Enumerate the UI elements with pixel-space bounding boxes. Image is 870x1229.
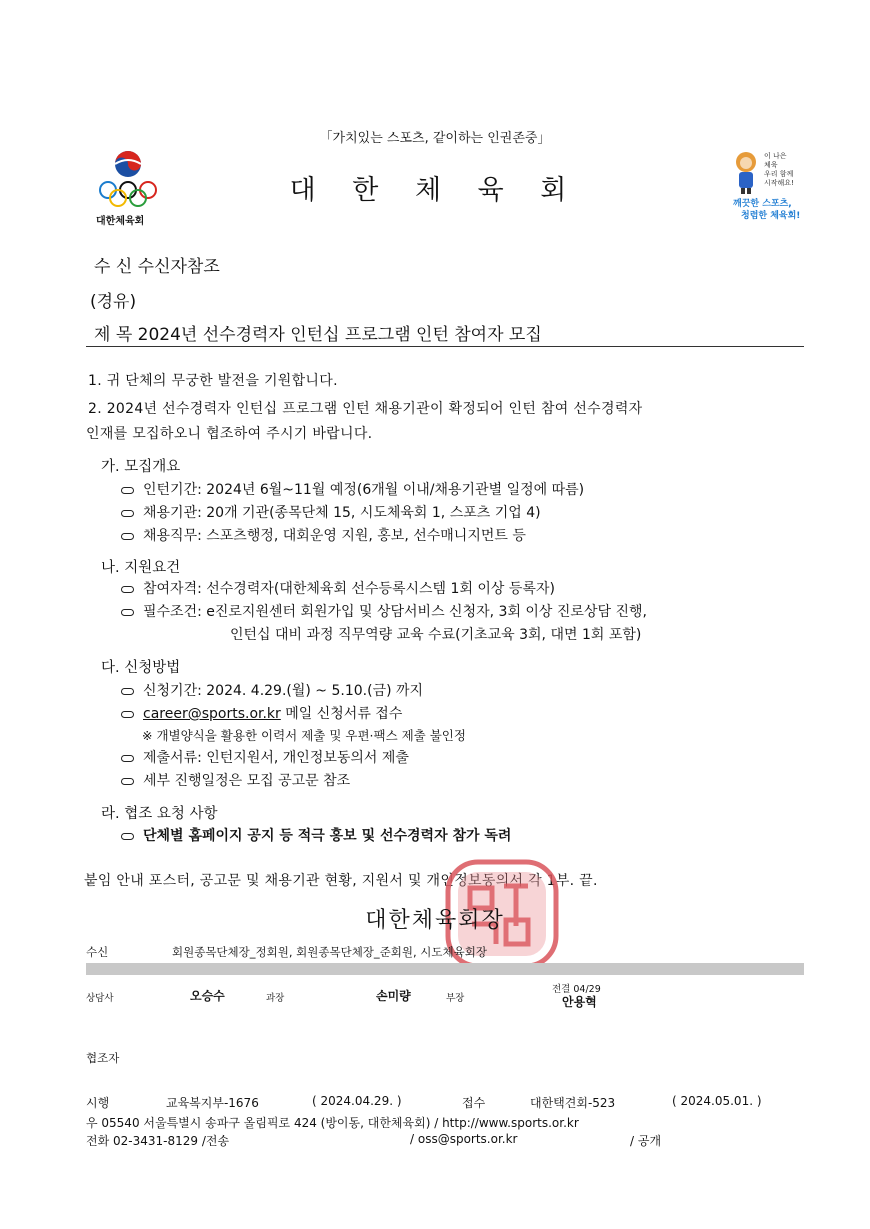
recipient-line: 수 신 수신자참조 — [94, 257, 220, 277]
via-line: (경유) — [90, 292, 137, 312]
list-item: 제출서류: 인턴지원서, 개인정보동의서 제출 — [121, 747, 409, 767]
attachment-line: 붙임 안내 포스터, 공고문 및 채용기관 현황, 지원서 및 개인정보동의서 각 1부. 끝. — [84, 873, 598, 889]
list-item: 필수조건: e진로지원센터 회원가입 및 상담서비스 신청자, 3회 이상 진로상담 진행, — [121, 601, 647, 621]
bullet-icon — [121, 778, 134, 785]
bullet-icon — [121, 533, 134, 540]
svg-text:우리 함께: 우리 함께 — [764, 170, 794, 178]
list-item: 단체별 홈페이지 공지 등 적극 홍보 및 선수경력자 참가 독려 — [121, 825, 511, 845]
list-item: 채용직무: 스포츠행정, 대회운영 지원, 홍보, 선수매니지먼트 등 — [121, 525, 526, 545]
organization-title: 대 한 체 육 회 — [289, 175, 581, 206]
svg-text:체육: 체육 — [764, 161, 778, 169]
bullet-icon — [121, 609, 134, 616]
sender-title: 대한체육회장 — [365, 908, 505, 933]
bullet-icon — [121, 755, 134, 762]
bullet-icon — [121, 833, 134, 840]
enforce-date: ( 2024.04.29. ) — [312, 1094, 402, 1108]
mascot-caption-2: 청렴한 체육회! — [741, 211, 801, 221]
address-line: 우 05540 서울특별시 송파구 올림픽로 424 (방이동, 대한체육회) / http://www.sports.or.kr — [86, 1116, 579, 1130]
bullet-icon — [121, 688, 134, 695]
svg-text:시작해요!: 시작해요! — [764, 179, 794, 187]
manager-signature: 손미량 — [376, 989, 411, 1003]
paragraph-2-line-1: 2. 2024년 선수경력자 인턴십 프로그램 인턴 채용기관이 확정되어 인턴 참여 선수경력자 — [88, 401, 643, 417]
receipt-number: 대한택견회-523 — [530, 1096, 616, 1110]
phone-line: 전화 02-3431-8129 /전송 — [86, 1134, 230, 1148]
receipt-date: ( 2024.05.01. ) — [672, 1094, 762, 1108]
submission-note: ※ 개별양식을 활용한 이력서 제출 및 우편·팩스 제출 불인정 — [142, 728, 466, 743]
section-ga-heading: 가. 모집개요 — [101, 459, 181, 475]
list-item: career@sports.or.kr 메일 신청서류 접수 — [121, 703, 402, 723]
paragraph-1: 1. 귀 단체의 무궁한 발전을 기원합니다. — [88, 373, 338, 389]
mascot-caption-1: 깨끗한 스포츠, — [733, 199, 792, 209]
bullet-icon — [121, 711, 134, 718]
list-item: 참여자격: 선수경력자(대한체육회 선수등록시스템 1회 이상 등록자) — [121, 578, 555, 598]
list-item: 신청기간: 2024. 4.29.(월) ~ 5.10.(금) 까지 — [121, 680, 423, 700]
paragraph-2-line-2: 인재를 모집하오니 협조하여 주시기 바랍니다. — [86, 426, 373, 442]
bullet-icon — [121, 586, 134, 593]
list-item: 세부 진행일정은 모집 공고문 참조 — [121, 770, 350, 790]
recipients-label: 수신 — [86, 945, 109, 959]
recipients-list: 회원종목단체장_정회원, 회원종목단체장_준회원, 시도체육회장 — [172, 945, 487, 959]
receipt-label: 접수 — [462, 1096, 486, 1110]
svg-text:이 나은: 이 나은 — [764, 152, 787, 160]
section-na-heading: 나. 지원요건 — [101, 560, 181, 576]
motto: 「가치있는 스포츠, 같이하는 인권존중」 — [319, 131, 551, 146]
subject-line: 제 목 2024년 선수경력자 인턴십 프로그램 인턴 참여자 모집 — [94, 325, 542, 345]
list-item: 채용기관: 20개 기관(종목단체 15, 시도체육회 1, 스포츠 기업 4) — [121, 502, 541, 522]
enforce-number: 교육복지부-1676 — [166, 1096, 259, 1110]
contact-email[interactable]: / oss@sports.or.kr — [410, 1132, 518, 1146]
disclosure-status: / 공개 — [630, 1134, 662, 1148]
list-item-continuation: 인턴십 대비 과정 직무역량 교육 수료(기초교육 3회, 대면 1회 포함) — [230, 627, 642, 643]
staff-role: 상담사 — [86, 993, 114, 1004]
director-date: 전결 04/29 — [552, 984, 601, 995]
staff-signature: 오승수 — [190, 989, 225, 1003]
section-da-heading: 다. 신청방법 — [101, 660, 181, 676]
director-role: 부장 — [446, 993, 465, 1004]
cooperator-label: 협조자 — [86, 1051, 120, 1065]
career-email-link[interactable]: career@sports.or.kr — [143, 706, 281, 722]
enforce-label: 시행 — [86, 1096, 110, 1110]
manager-role: 과장 — [266, 993, 285, 1004]
subject-divider — [86, 346, 804, 347]
bullet-icon — [121, 487, 134, 494]
director-signature: 안용혁 — [562, 995, 597, 1009]
bullet-icon — [121, 510, 134, 517]
logo-label: 대한체육회 — [96, 216, 145, 227]
list-item: 인턴기간: 2024년 6월~11월 예정(6개월 이내/채용기관별 일정에 따름) — [121, 479, 584, 499]
section-ra-heading: 라. 협조 요청 사항 — [101, 806, 218, 822]
divider-bar — [86, 963, 804, 975]
